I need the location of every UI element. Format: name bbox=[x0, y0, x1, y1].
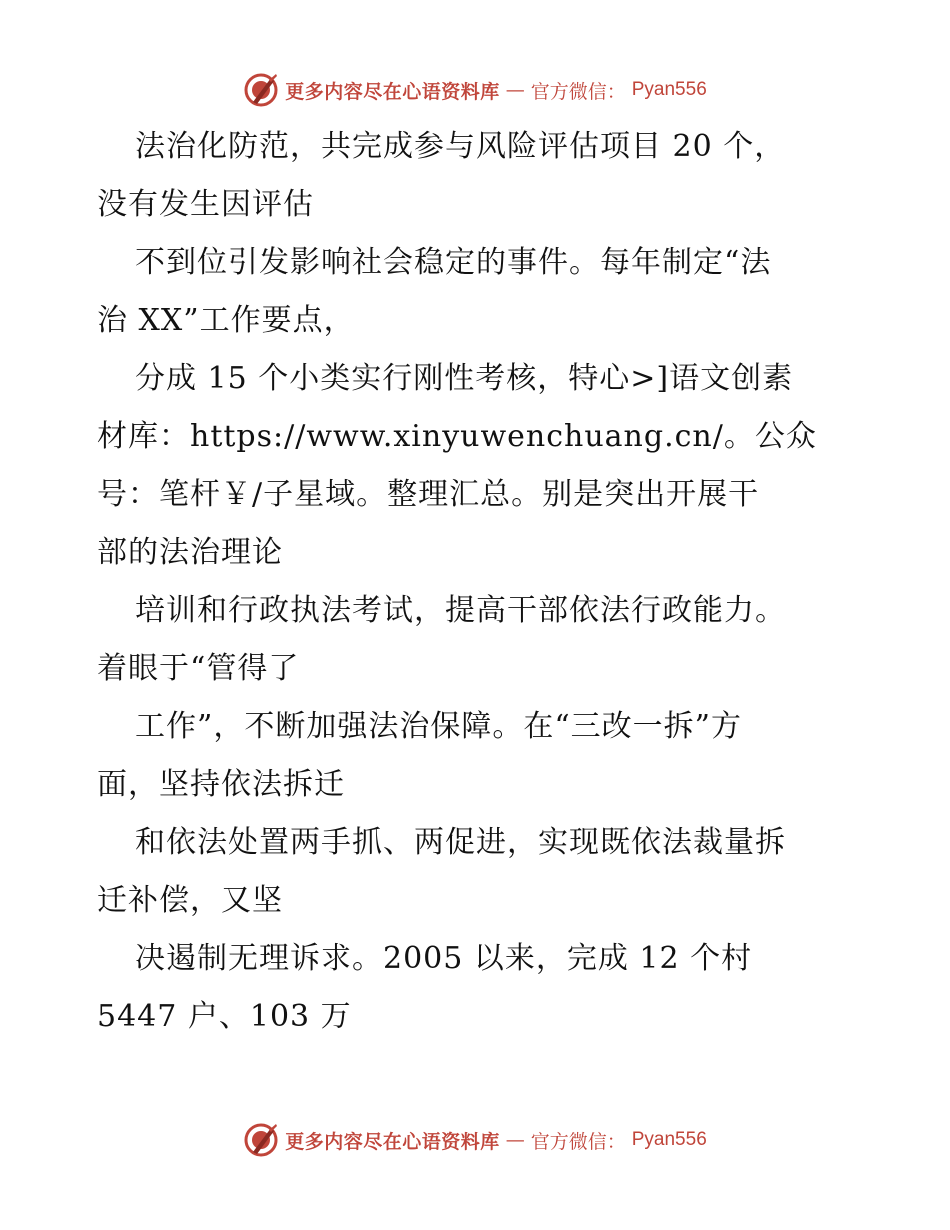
body-line: 不到位引发影响社会稳定的事件。每年制定“法 bbox=[135, 245, 772, 280]
body-line: 分成 15 个小类实行刚性考核，特心>]语文创素 bbox=[135, 361, 794, 396]
banner-wechat-label: 官方微信： bbox=[530, 1130, 626, 1153]
document-body bbox=[97, 118, 857, 1046]
quill-logo-icon bbox=[243, 72, 279, 108]
quill-logo-icon bbox=[243, 1122, 279, 1158]
banner-dash: — bbox=[505, 1129, 525, 1151]
body-line: 迁补偿，又坚 bbox=[97, 883, 283, 918]
banner-wechat-id: Pyan556 bbox=[631, 79, 707, 100]
body-line: 决遏制无理诉求。2005 以来，完成 12 个村 bbox=[135, 941, 753, 976]
body-line: 号：笔杆￥/子星域。整理汇总。别是突出开展干 bbox=[97, 477, 760, 512]
body-line: 部的法治理论 bbox=[97, 535, 283, 570]
body-line: 培训和行政执法考试，提高干部依法行政能力。 bbox=[135, 593, 786, 628]
body-line: 没有发生因评估 bbox=[97, 187, 314, 222]
banner-wechat-id: Pyan556 bbox=[631, 1129, 707, 1150]
banner-site-name: 更多内容尽在心语资料库 bbox=[285, 1130, 500, 1153]
banner-dash: — bbox=[505, 79, 525, 101]
body-line: 和依法处置两手抓、两促进，实现既依法裁量拆 bbox=[135, 825, 786, 860]
banner-wechat-label: 官方微信： bbox=[530, 80, 626, 103]
body-line: 法治化防范，共完成参与风险评估项目 20 个， bbox=[135, 129, 786, 164]
body-line: 着眼于“管得了 bbox=[97, 651, 300, 686]
body-line: 5447 户、103 万 bbox=[97, 999, 352, 1034]
body-line: 工作”，不断加强法治保障。在“三改一拆”方 bbox=[135, 709, 743, 744]
header-banner bbox=[0, 70, 950, 110]
body-line: 材库：https://www.xinyuwenchuang.cn/。公众 bbox=[97, 419, 817, 454]
body-line: 治 XX”工作要点， bbox=[97, 303, 355, 338]
footer-banner bbox=[0, 1120, 950, 1160]
body-line: 面，坚持依法拆迁 bbox=[97, 767, 345, 802]
banner-site-name: 更多内容尽在心语资料库 bbox=[285, 80, 500, 103]
